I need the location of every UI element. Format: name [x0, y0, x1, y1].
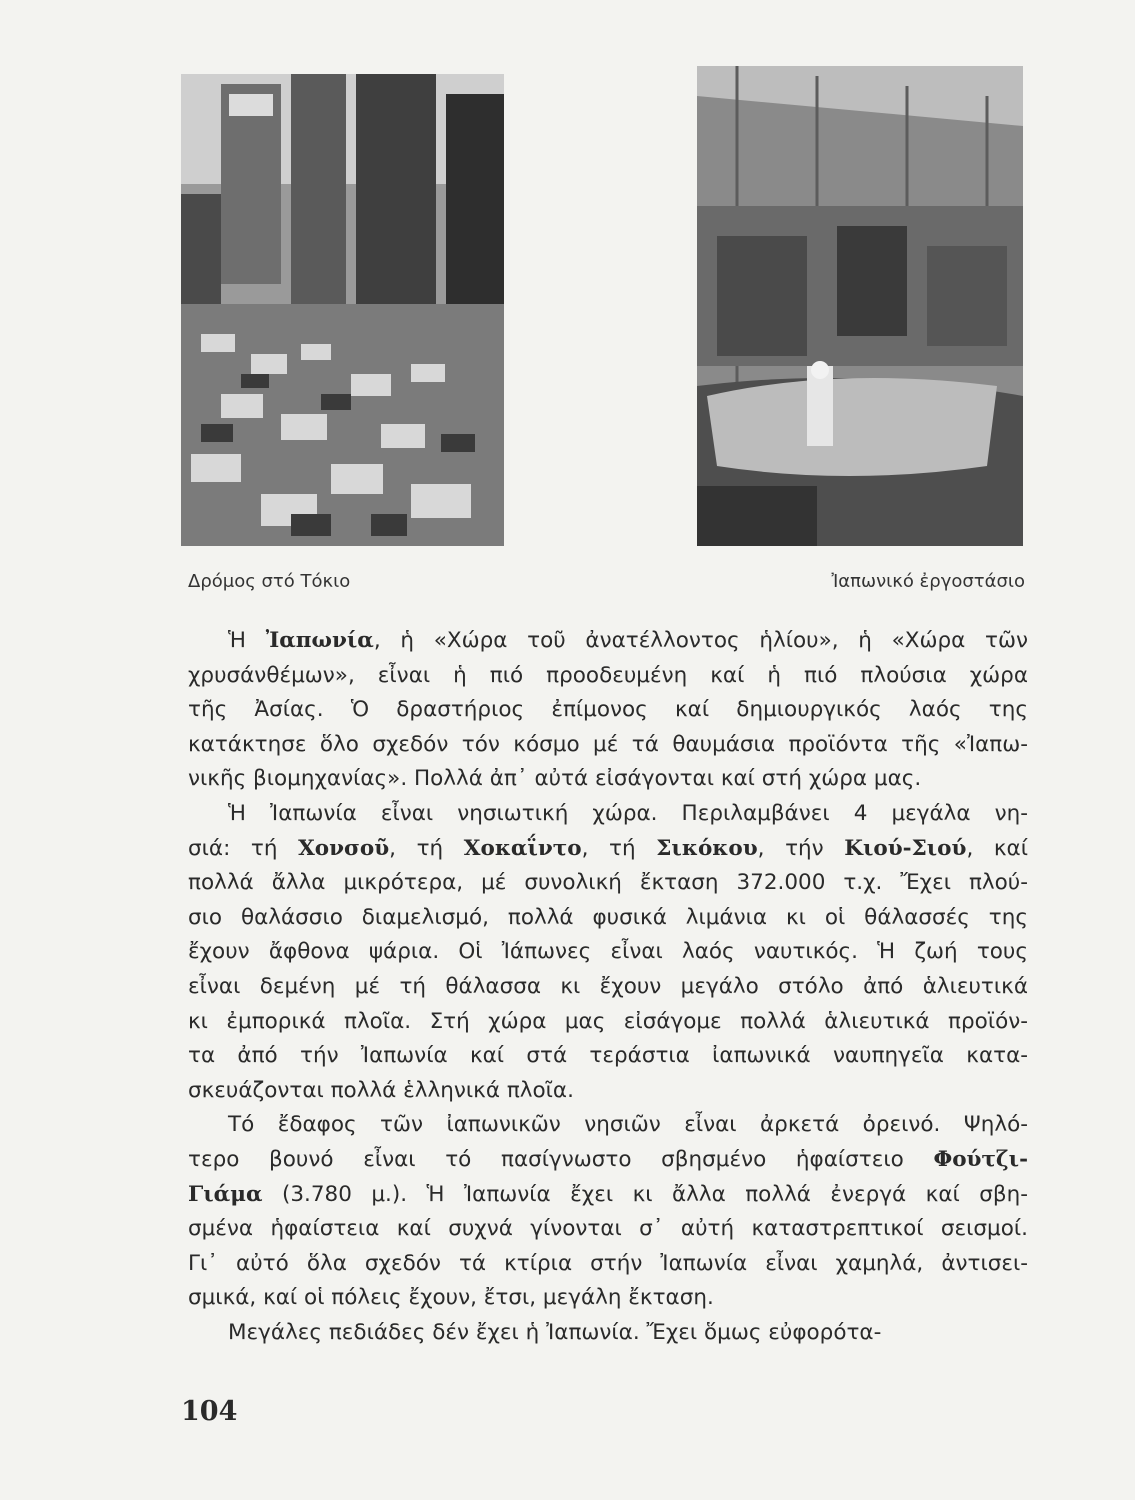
text-segment: , τή [581, 835, 657, 861]
text-line [188, 1039, 1028, 1074]
text-line [188, 1143, 1028, 1178]
text-line [188, 693, 1028, 728]
text-line [188, 1212, 1028, 1247]
text-line [188, 624, 1028, 659]
text-line [188, 797, 1028, 832]
text-segment: ἔχουν ἄφθονα ψάρια. Οἱ Ἰάπωνες εἶναι λαός ναυτικός. Ἡ ζωή τους [188, 939, 1028, 965]
text-segment: τερο βουνό εἶναι τό πασίγνωστο σβησμένο ἡφαίστειο [188, 1146, 934, 1172]
text-segment: κατάκτησε ὅλο σχεδόν τόν κόσμο μέ τά θαυμάσια προϊόντα τῆς «Ἰαπω- [188, 731, 1028, 757]
text-line [188, 901, 1028, 936]
text-segment: , τή [389, 835, 464, 861]
text-segment: Ἡ Ἰαπωνία εἶναι νησιωτική χώρα. Περιλαμβάνει 4 μεγάλα νη- [228, 800, 1028, 826]
text-line [188, 1108, 1028, 1143]
text-line [188, 935, 1028, 970]
tokyo-street-photo [181, 74, 504, 546]
text-segment: σιο θαλάσσιο διαμελισμό, πολλά φυσικά λιμάνια κι οἱ θάλασσές της [188, 904, 1028, 930]
text-segment: χρυσάνθέμων», εἶναι ἡ πιό προοδευμένη καί ἡ πιό πλούσια χώρα [188, 662, 1028, 688]
bold-term: Χονσοῦ [298, 835, 390, 861]
text-segment: Γι᾽ αὐτό ὅλα σχεδόν τά κτίρια στήν Ἰαπωνία εἶναι χαμηλά, ἀντισει- [188, 1250, 1028, 1276]
text-segment: εἶναι δεμένη μέ τή θάλασσα κι ἔχουν μεγάλο στόλο ἀπό ἁλιευτικά [188, 973, 1028, 999]
text-segment: σμικά, καί οἱ πόλεις ἔχουν, ἔτσι, μεγάλη ἔκταση. [188, 1285, 714, 1311]
factory-photo [697, 66, 1023, 546]
text-line [188, 1005, 1028, 1040]
text-line [188, 970, 1028, 1005]
text-line [188, 659, 1028, 694]
text-segment: , τήν [757, 835, 845, 861]
text-line [188, 866, 1028, 901]
text-segment: κι ἐμπορικά πλοῖα. Στή χώρα μας εἰσάγομε πολλά ἁλιευτικά προϊόν- [188, 1008, 1028, 1034]
text-segment: Μεγάλες πεδιάδες δέν ἔχει ἡ Ἰαπωνία. Ἔχει ὅμως εὐφορότα- [228, 1319, 882, 1345]
bold-term: Χοκαΐντο [463, 835, 582, 861]
text-line [188, 728, 1028, 763]
text-segment: σμένα ἡφαίστεια καί συχνά γίνονται σ᾽ αὐτή καταστρεπτικοί σεισμοί. [188, 1216, 1028, 1242]
bold-term: Φούτζι- [933, 1146, 1028, 1172]
page-number: 104 [181, 1396, 238, 1427]
text-segment: Τό ἔδαφος τῶν ἰαπωνικῶν νησιῶν εἶναι ἀρκετά ὀρεινό. Ψηλό- [228, 1112, 1028, 1138]
text-line [188, 1281, 1028, 1316]
text-segment: , ἡ «Χώρα τοῦ ἀνατέλλοντος ἡλίου», ἡ «Χώρα τῶν [373, 628, 1028, 653]
caption-tokyo-street: Δρόμος στό Τόκιο [188, 571, 351, 592]
body-text [188, 624, 1028, 1350]
caption-japanese-factory: Ἰαπωνικό ἐργοστάσιο [831, 571, 1025, 592]
bold-term: Ἰαπωνία [265, 628, 374, 653]
text-line [188, 1316, 1028, 1351]
text-segment: (3.780 μ.). Ἡ Ἰαπωνία ἔχει κι ἄλλα πολλά ἐνεργά καί σβη- [262, 1181, 1028, 1207]
text-line [188, 1247, 1028, 1282]
text-line [188, 832, 1028, 867]
text-segment: τῆς Ἀσίας. Ὁ δραστήριος ἐπίμονος καί δημιουργικός λαός της [188, 697, 1028, 723]
text-segment: Ἡ [228, 628, 266, 653]
text-segment: , καί [966, 835, 1028, 861]
text-segment: σκευάζονται πολλά ἑλληνικά πλοῖα. [188, 1077, 574, 1103]
text-segment: πολλά ἄλλα μικρότερα, μέ συνολική ἔκταση 372.000 τ.χ. Ἔχει πλού- [188, 870, 1028, 896]
text-line [188, 1178, 1028, 1213]
bold-term: Γιάμα [188, 1181, 263, 1207]
text-segment: νικῆς βιομηχανίας». Πολλά ἀπ᾽ αὐτά εἰσάγονται καί στή χώρα μας. [188, 766, 922, 792]
bold-term: Κιού-Σιού [844, 835, 967, 861]
text-line [188, 1074, 1028, 1109]
bold-term: Σικόκου [656, 835, 758, 861]
text-line [188, 762, 1028, 797]
text-segment: σιά: τή [188, 835, 299, 861]
text-segment: τα ἀπό τήν Ἰαπωνία καί στά τεράστια ἰαπωνικά ναυπηγεῖα κατα- [188, 1043, 1028, 1069]
